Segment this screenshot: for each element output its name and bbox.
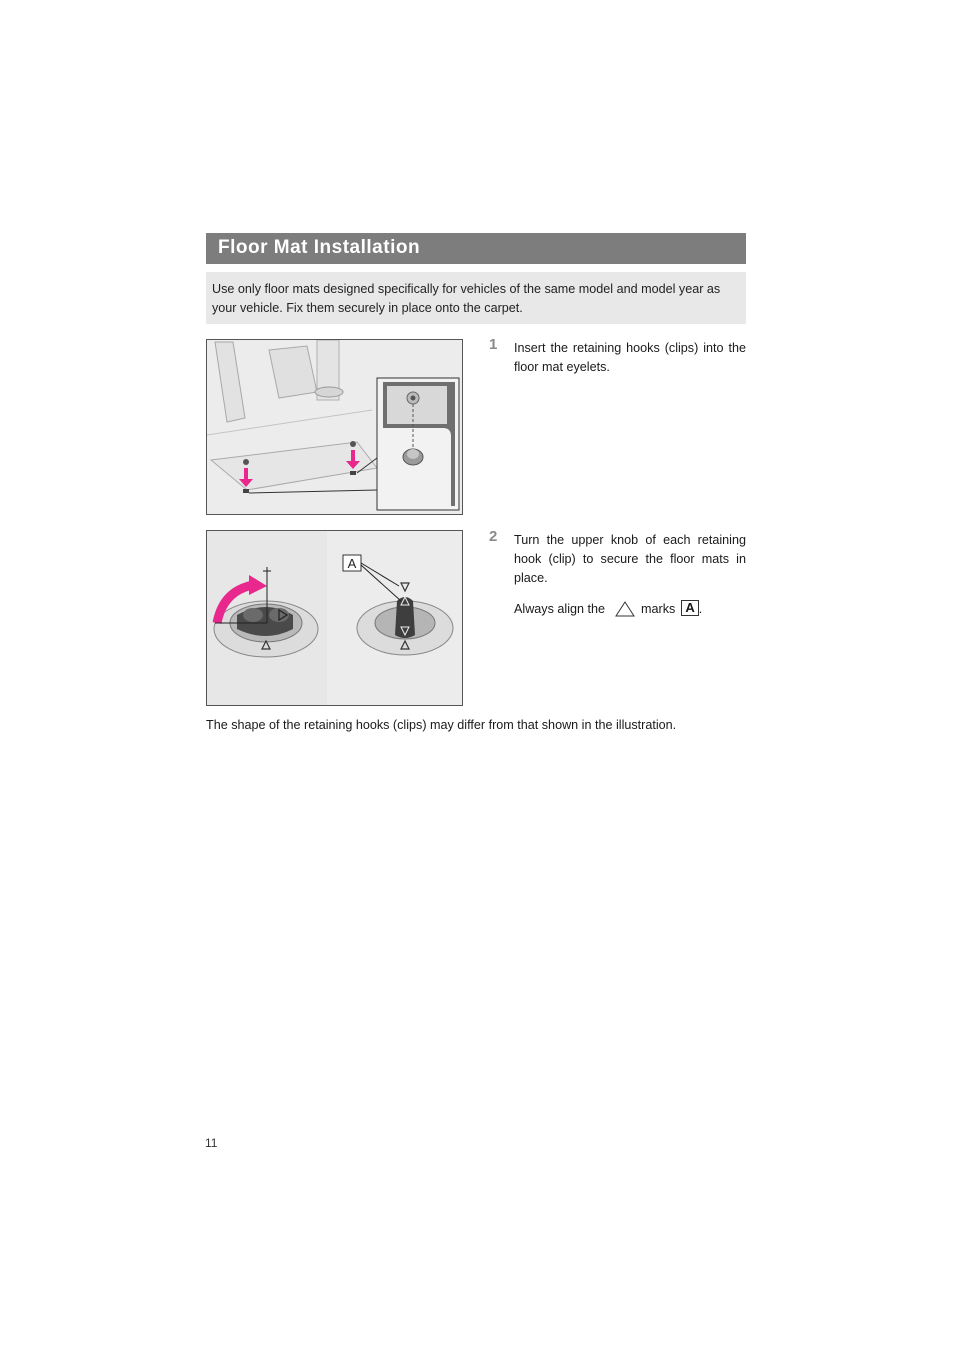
step-text: Insert the retaining hooks (clips) into the floor mat eyelets. bbox=[514, 341, 746, 374]
step-text: Turn the upper knob of each retaining hook (clip) to secure the floor mats in place. bbox=[514, 533, 746, 585]
align-note bbox=[514, 600, 702, 622]
section-header bbox=[206, 233, 746, 264]
align-note-middle: marks bbox=[641, 602, 676, 616]
intro-text: Use only floor mats designed specifically for vehicles of the same model and model year as your vehicle. Fix them securely in place onto the carpet. bbox=[212, 282, 721, 315]
step-number: 1 bbox=[489, 336, 498, 353]
triangle-mark-icon bbox=[615, 601, 635, 617]
section-title: Floor Mat Installation bbox=[218, 237, 421, 258]
align-note-prefix: Always align the bbox=[514, 602, 606, 616]
figure-floor-mat-hooks bbox=[206, 339, 463, 515]
align-note-suffix: . bbox=[698, 602, 703, 616]
footnote: The shape of the retaining hooks (clips) may differ from that shown in the illustration. bbox=[206, 718, 677, 732]
step-number: 2 bbox=[489, 528, 498, 545]
figure-retaining-knobs bbox=[206, 530, 463, 706]
callout-label: A bbox=[347, 556, 357, 571]
page-number: 11 bbox=[205, 1136, 218, 1150]
label-a: A bbox=[681, 600, 698, 616]
intro-box bbox=[206, 272, 746, 324]
